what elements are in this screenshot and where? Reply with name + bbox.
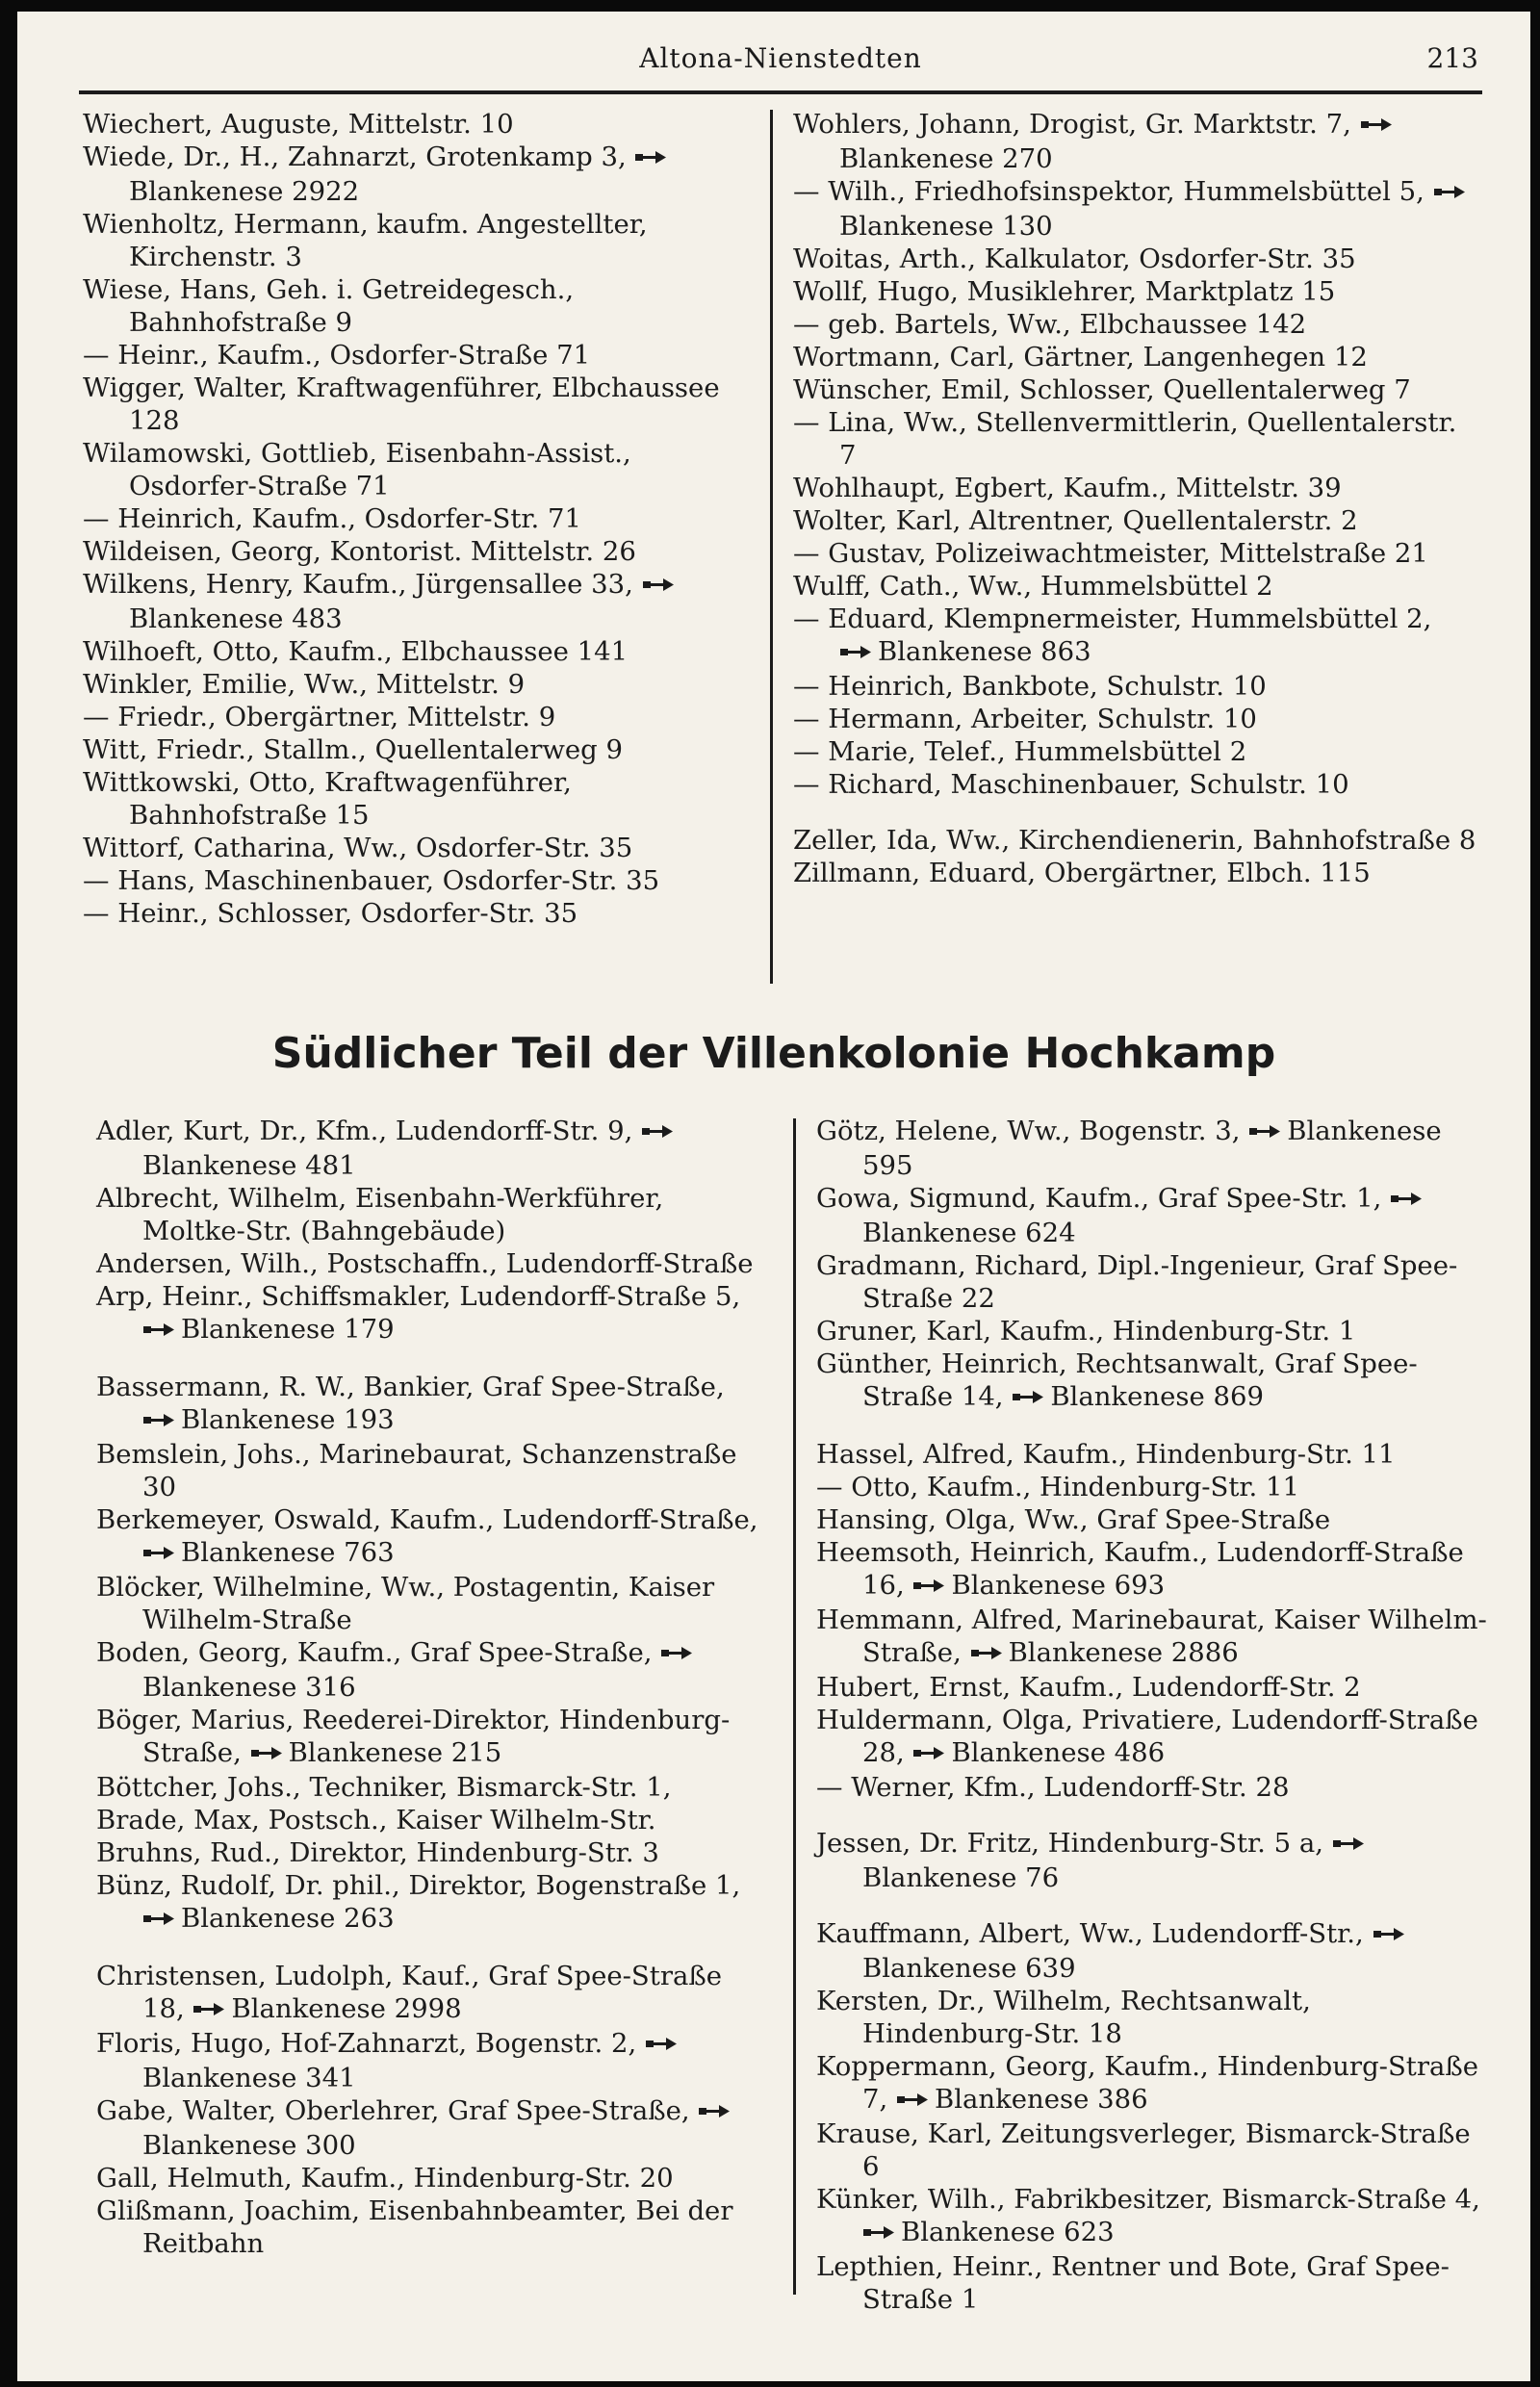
directory-entry <box>96 1804 770 1836</box>
telephone-icon <box>1433 177 1472 210</box>
directory-entry <box>793 472 1476 504</box>
phone-number: Blankenese 763 <box>181 1537 395 1568</box>
entry-text: Jessen, Dr. Fritz, Hindenburg-Str. 5 a, <box>816 1828 1323 1859</box>
entry-text: Andersen, Wilh., Postschaffn., Ludendorff-Straße <box>96 1248 754 1279</box>
directory-entry <box>816 1704 1490 1771</box>
directory-page <box>17 12 1530 2381</box>
directory-entry <box>96 1115 770 1182</box>
entry-text: — Hans, Maschinenbauer, Osdorfer-Str. 35 <box>83 865 660 896</box>
entry-text: — Eduard, Klempnermeister, Hummelsbüttel 2, <box>793 603 1432 634</box>
phone-number: Blankenese 316 <box>142 1672 356 1703</box>
entry-text: Bassermann, R. W., Bankier, Graf Spee-Straße, <box>96 1372 725 1402</box>
directory-entry <box>83 668 747 701</box>
entry-text: Wolter, Karl, Altrentner, Quellentalerstr. 2 <box>793 505 1358 536</box>
entry-text: Wünscher, Emil, Schlosser, Quellentalerweg 7 <box>793 374 1411 405</box>
directory-entry <box>96 1704 770 1771</box>
directory-entry <box>83 273 747 339</box>
entry-text: Boden, Georg, Kaufm., Graf Spee-Straße, <box>96 1637 653 1668</box>
directory-entry <box>793 373 1476 406</box>
entry-text: Hassel, Alfred, Kaufm., Hindenburg-Str. 11 <box>816 1439 1396 1470</box>
directory-entry <box>83 864 747 897</box>
phone-number: Blankenese 130 <box>839 211 1053 242</box>
entry-text: Koppermann, Georg, Kaufm., Hindenburg-Straße 7, <box>816 2051 1479 2115</box>
column-divider <box>793 1118 796 2295</box>
entry-text: Götz, Helene, Ww., Bogenstr. 3, <box>816 1116 1241 1146</box>
entry-text: Brade, Max, Postsch., Kaiser Wilhelm-Str. <box>96 1805 656 1835</box>
directory-entry <box>96 1438 770 1503</box>
entry-text: Kersten, Dr., Wilhelm, Rechtsanwalt, Hindenburg-Str. 18 <box>816 1986 1311 2049</box>
directory-entry <box>816 1671 1490 1704</box>
entry-text: Wohlhaupt, Egbert, Kaufm., Mittelstr. 39 <box>793 473 1342 503</box>
directory-entry <box>816 1438 1490 1471</box>
page-number: 213 <box>1426 42 1478 74</box>
directory-entry <box>96 1371 770 1438</box>
telephone-icon <box>142 1315 181 1348</box>
phone-number: Blankenese 215 <box>288 1737 502 1768</box>
entry-text: — Wilh., Friedhofsinspektor, Hummelsbüttel 5, <box>793 176 1424 207</box>
directory-entry <box>793 275 1476 308</box>
phone-number: Blankenese 2922 <box>129 176 360 207</box>
directory-entry <box>793 670 1476 703</box>
entry-text: Zillmann, Eduard, Obergärtner, Elbch. 115 <box>793 858 1371 888</box>
directory-entry <box>793 735 1476 768</box>
entry-text: — Richard, Maschinenbauer, Schulstr. 10 <box>793 769 1349 800</box>
bottom-left-column <box>96 1115 770 2260</box>
phone-number: Blankenese 693 <box>951 1570 1166 1601</box>
directory-entry <box>793 603 1476 670</box>
entry-text: Albrecht, Wilhelm, Eisenbahn-Werkführer, Moltke-Str. (Bahngebäude) <box>96 1183 664 1246</box>
directory-entry <box>793 504 1476 537</box>
entry-text: Wittorf, Catharina, Ww., Osdorfer-Str. 35 <box>83 833 633 863</box>
entry-text: — Lina, Ww., Stellenvermittlerin, Quellentalerstr. 7 <box>793 407 1457 471</box>
entry-text: Wiede, Dr., H., Zahnarzt, Grotenkamp 3, <box>83 141 627 172</box>
entry-text: Lepthien, Heinr., Rentner und Bote, Graf Spee-Straße 1 <box>816 2251 1450 2315</box>
directory-entry <box>816 1985 1490 2050</box>
entry-text: Wildeisen, Georg, Kontorist. Mittelstr. 26 <box>83 536 636 567</box>
entry-text: — Friedr., Obergärtner, Mittelstr. 9 <box>83 702 556 732</box>
directory-entry <box>793 341 1476 373</box>
directory-entry <box>83 535 747 568</box>
directory-entry <box>83 437 747 502</box>
entry-text: — Heinr., Schlosser, Osdorfer-Str. 35 <box>83 898 578 929</box>
directory-entry <box>83 897 747 930</box>
directory-entry <box>96 2162 770 2194</box>
directory-entry <box>793 824 1476 857</box>
phone-number: Blankenese 386 <box>935 2084 1148 2115</box>
telephone-icon <box>645 2029 683 2062</box>
telephone-icon <box>698 2096 736 2129</box>
entry-text: Künker, Wilh., Fabrikbesitzer, Bismarck-Straße 4, <box>816 2184 1480 2215</box>
phone-number: Blankenese 263 <box>181 1903 395 1934</box>
directory-entry <box>96 1771 770 1804</box>
phone-number: Blankenese 341 <box>142 2063 356 2093</box>
directory-entry <box>96 2194 770 2260</box>
telephone-icon <box>896 2085 935 2118</box>
entry-text: Berkemeyer, Oswald, Kaufm., Ludendorff-Straße, <box>96 1504 758 1535</box>
entry-text: — Marie, Telef., Hummelsbüttel 2 <box>793 736 1247 767</box>
entry-text: Arp, Heinr., Schiffsmakler, Ludendorff-Straße 5, <box>96 1281 741 1312</box>
telephone-icon <box>912 1571 951 1604</box>
phone-number: Blankenese 76 <box>862 1862 1060 1893</box>
phone-number: Blankenese 863 <box>878 636 1091 667</box>
directory-entry <box>816 2183 1490 2250</box>
telephone-icon <box>970 1638 1009 1671</box>
entry-text: Winkler, Emilie, Ww., Mittelstr. 9 <box>83 669 526 700</box>
entry-text: Gradmann, Richard, Dipl.-Ingenieur, Graf Spee-Straße 22 <box>816 1250 1458 1314</box>
directory-entry <box>816 1771 1490 1804</box>
phone-number: Blankenese 2998 <box>231 1993 462 2024</box>
directory-entry <box>83 832 747 864</box>
telephone-icon <box>660 1638 699 1671</box>
directory-entry <box>816 1115 1490 1182</box>
entry-text: — Hermann, Arbeiter, Schulstr. 10 <box>793 704 1257 734</box>
entry-text: Wiechert, Auguste, Mittelstr. 10 <box>83 109 514 140</box>
top-right-column <box>793 108 1476 889</box>
directory-entry <box>96 2094 770 2162</box>
directory-entry <box>816 1917 1490 1985</box>
telephone-icon <box>250 1738 289 1771</box>
directory-entry <box>96 1960 770 2027</box>
entry-text: Wilamowski, Gottlieb, Eisenbahn-Assist., Osdorfer-Straße 71 <box>83 438 631 501</box>
entry-text: Wigger, Walter, Kraftwagenführer, Elbchaussee 128 <box>83 372 720 436</box>
directory-entry <box>793 243 1476 275</box>
entry-text: Bruhns, Rud., Direktor, Hindenburg-Str. 3 <box>96 1837 659 1868</box>
directory-entry <box>816 1182 1490 1249</box>
telephone-icon <box>1012 1382 1050 1415</box>
phone-number: Blankenese 270 <box>839 143 1053 174</box>
directory-entry <box>816 1471 1490 1503</box>
telephone-icon <box>839 637 878 670</box>
directory-entry <box>816 1604 1490 1671</box>
telephone-icon <box>1248 1116 1287 1149</box>
entry-text: Böttcher, Johs., Techniker, Bismarck-Str. 1, <box>96 1772 672 1803</box>
entry-text: — Werner, Kfm., Ludendorff-Str. 28 <box>816 1772 1290 1803</box>
entry-text: Krause, Karl, Zeitungsverleger, Bismarck-Straße 6 <box>816 2118 1471 2182</box>
directory-entry <box>83 339 747 372</box>
telephone-icon <box>1390 1184 1428 1217</box>
bottom-right-column <box>816 1115 1490 2316</box>
entry-text: — Heinrich, Bankbote, Schulstr. 10 <box>793 671 1267 702</box>
directory-entry <box>83 701 747 733</box>
directory-entry <box>96 1280 770 1348</box>
entry-text: Blöcker, Wilhelmine, Ww., Postagentin, Kaiser Wilhelm-Straße <box>96 1572 715 1635</box>
directory-entry <box>816 1827 1490 1894</box>
directory-entry <box>793 570 1476 603</box>
directory-entry <box>816 1536 1490 1604</box>
top-left-column <box>83 108 747 930</box>
phone-number: Blankenese 193 <box>181 1404 395 1435</box>
phone-number: Blankenese 179 <box>181 1314 395 1345</box>
directory-entry <box>793 703 1476 735</box>
page-header <box>79 38 1482 94</box>
entry-text: Witt, Friedr., Stallm., Quellentalerweg 9 <box>83 734 624 765</box>
phone-number: Blankenese 869 <box>1050 1381 1264 1412</box>
telephone-icon <box>1360 110 1399 142</box>
directory-entry <box>96 1869 770 1937</box>
phone-number: Blankenese 483 <box>129 603 343 634</box>
directory-entry <box>96 2027 770 2094</box>
entry-text: Floris, Hugo, Hof-Zahnarzt, Bogenstr. 2, <box>96 2028 637 2059</box>
directory-entry <box>83 733 747 766</box>
directory-entry <box>793 406 1476 472</box>
directory-entry <box>793 175 1476 243</box>
entry-text: — Heinrich, Kaufm., Osdorfer-Str. 71 <box>83 503 582 534</box>
entry-text: Wortmann, Carl, Gärtner, Langenhegen 12 <box>793 342 1368 372</box>
entry-text: — geb. Bartels, Ww., Elbchaussee 142 <box>793 309 1307 340</box>
telephone-icon <box>192 1994 231 2027</box>
directory-entry <box>83 372 747 437</box>
directory-entry <box>96 1247 770 1280</box>
phone-number: Blankenese 2886 <box>1008 1637 1239 1668</box>
entry-text: Wiese, Hans, Geh. i. Getreidegesch., Bahnhofstraße 9 <box>83 274 575 338</box>
directory-entry <box>96 1636 770 1704</box>
entry-text: Günther, Heinrich, Rechtsanwalt, Graf Spee-Straße 14, <box>816 1348 1418 1412</box>
directory-entry <box>816 1315 1490 1348</box>
telephone-icon <box>912 1738 951 1771</box>
directory-entry <box>83 766 747 832</box>
directory-entry <box>96 1571 770 1636</box>
phone-number: Blankenese 624 <box>862 1218 1076 1248</box>
phone-number: Blankenese 481 <box>142 1150 356 1181</box>
entry-text: Glißmann, Joachim, Eisenbahnbeamter, Bei der Reitbahn <box>96 2195 733 2259</box>
directory-entry <box>816 1503 1490 1536</box>
entry-text: Böger, Marius, Reederei-Direktor, Hindenburg-Straße, <box>96 1705 731 1768</box>
entry-text: Wohlers, Johann, Drogist, Gr. Marktstr. 7, <box>793 109 1351 140</box>
telephone-icon <box>1373 1919 1411 1952</box>
telephone-icon <box>862 2218 901 2250</box>
phone-number: Blankenese 486 <box>951 1737 1166 1768</box>
directory-entry <box>816 1249 1490 1315</box>
entry-text: Heemsoth, Heinrich, Kaufm., Ludendorff-Straße 16, <box>816 1537 1464 1601</box>
directory-entry <box>793 308 1476 341</box>
telephone-icon <box>142 1904 181 1937</box>
directory-entry <box>816 2118 1490 2183</box>
directory-entry <box>96 1503 770 1571</box>
entry-text: Gowa, Sigmund, Kaufm., Graf Spee-Str. 1, <box>816 1183 1382 1214</box>
section-heading: Südlicher Teil der Villenkolonie Hochkamp <box>271 1029 1276 1078</box>
directory-entry <box>816 2250 1490 2316</box>
directory-entry <box>96 1182 770 1247</box>
entry-text: Wittkowski, Otto, Kraftwagenführer, Bahnhofstraße 15 <box>83 767 572 831</box>
entry-text: — Heinr., Kaufm., Osdorfer-Straße 71 <box>83 340 591 371</box>
telephone-icon <box>1332 1829 1371 1861</box>
entry-text: Huldermann, Olga, Privatiere, Ludendorff-Straße 28, <box>816 1705 1478 1768</box>
telephone-icon <box>642 570 680 603</box>
directory-entry <box>83 108 747 141</box>
entry-text: Bemslein, Johs., Marinebaurat, Schanzenstraße 30 <box>96 1439 737 1502</box>
entry-text: Gruner, Karl, Kaufm., Hindenburg-Str. 1 <box>816 1316 1356 1347</box>
phone-number: Blankenese 639 <box>862 1953 1076 1984</box>
directory-entry <box>83 141 747 208</box>
entry-text: Hansing, Olga, Ww., Graf Spee-Straße <box>816 1504 1331 1535</box>
directory-entry <box>793 108 1476 175</box>
entry-text: Hubert, Ernst, Kaufm., Ludendorff-Str. 2 <box>816 1672 1361 1703</box>
telephone-icon <box>634 142 673 175</box>
page-title: Altona-Nienstedten <box>639 42 922 74</box>
entry-text: Wilkens, Henry, Kaufm., Jürgensallee 33, <box>83 569 633 600</box>
entry-text: Bünz, Rudolf, Dr. phil., Direktor, Bogenstraße 1, <box>96 1870 741 1901</box>
entry-text: Gall, Helmuth, Kaufm., Hindenburg-Str. 20 <box>96 2163 674 2194</box>
directory-entry <box>96 1836 770 1869</box>
telephone-icon <box>142 1538 181 1571</box>
entry-text: — Gustav, Polizeiwachtmeister, Mittelstraße 21 <box>793 538 1428 569</box>
directory-entry <box>816 2050 1490 2118</box>
entry-text: Kauffmann, Albert, Ww., Ludendorff-Str., <box>816 1918 1364 1949</box>
directory-entry <box>793 857 1476 889</box>
directory-entry <box>83 502 747 535</box>
entry-text: — Otto, Kaufm., Hindenburg-Str. 11 <box>816 1472 1299 1502</box>
directory-entry <box>793 768 1476 801</box>
column-divider <box>770 110 773 984</box>
telephone-icon <box>641 1116 680 1149</box>
entry-text: Wulff, Cath., Ww., Hummelsbüttel 2 <box>793 571 1273 602</box>
entry-text: Wienholtz, Hermann, kaufm. Angestellter, Kirchenstr. 3 <box>83 209 648 272</box>
directory-entry <box>816 1348 1490 1415</box>
directory-entry <box>83 635 747 668</box>
phone-number: Blankenese 300 <box>142 2130 356 2161</box>
entry-text: Wollf, Hugo, Musiklehrer, Marktplatz 15 <box>793 276 1336 307</box>
entry-text: Gabe, Walter, Oberlehrer, Graf Spee-Straße, <box>96 2095 690 2126</box>
directory-entry <box>83 208 747 273</box>
directory-entry <box>83 568 747 635</box>
entry-text: Zeller, Ida, Ww., Kirchendienerin, Bahnhofstraße 8 <box>793 825 1476 856</box>
entry-text: Christensen, Ludolph, Kauf., Graf Spee-Straße 18, <box>96 1961 723 2024</box>
entry-text: Wilhoeft, Otto, Kaufm., Elbchaussee 141 <box>83 636 629 667</box>
phone-number: Blankenese 623 <box>901 2217 1115 2247</box>
entry-text: Adler, Kurt, Dr., Kfm., Ludendorff-Str. 9, <box>96 1116 633 1146</box>
entry-text: Woitas, Arth., Kalkulator, Osdorfer-Str. 35 <box>793 244 1356 274</box>
directory-entry <box>793 537 1476 570</box>
telephone-icon <box>142 1405 181 1438</box>
phone-number: Blankenese 595 <box>862 1116 1442 1181</box>
entry-text: Hemmann, Alfred, Marinebaurat, Kaiser Wilhelm-Straße, <box>816 1604 1487 1668</box>
